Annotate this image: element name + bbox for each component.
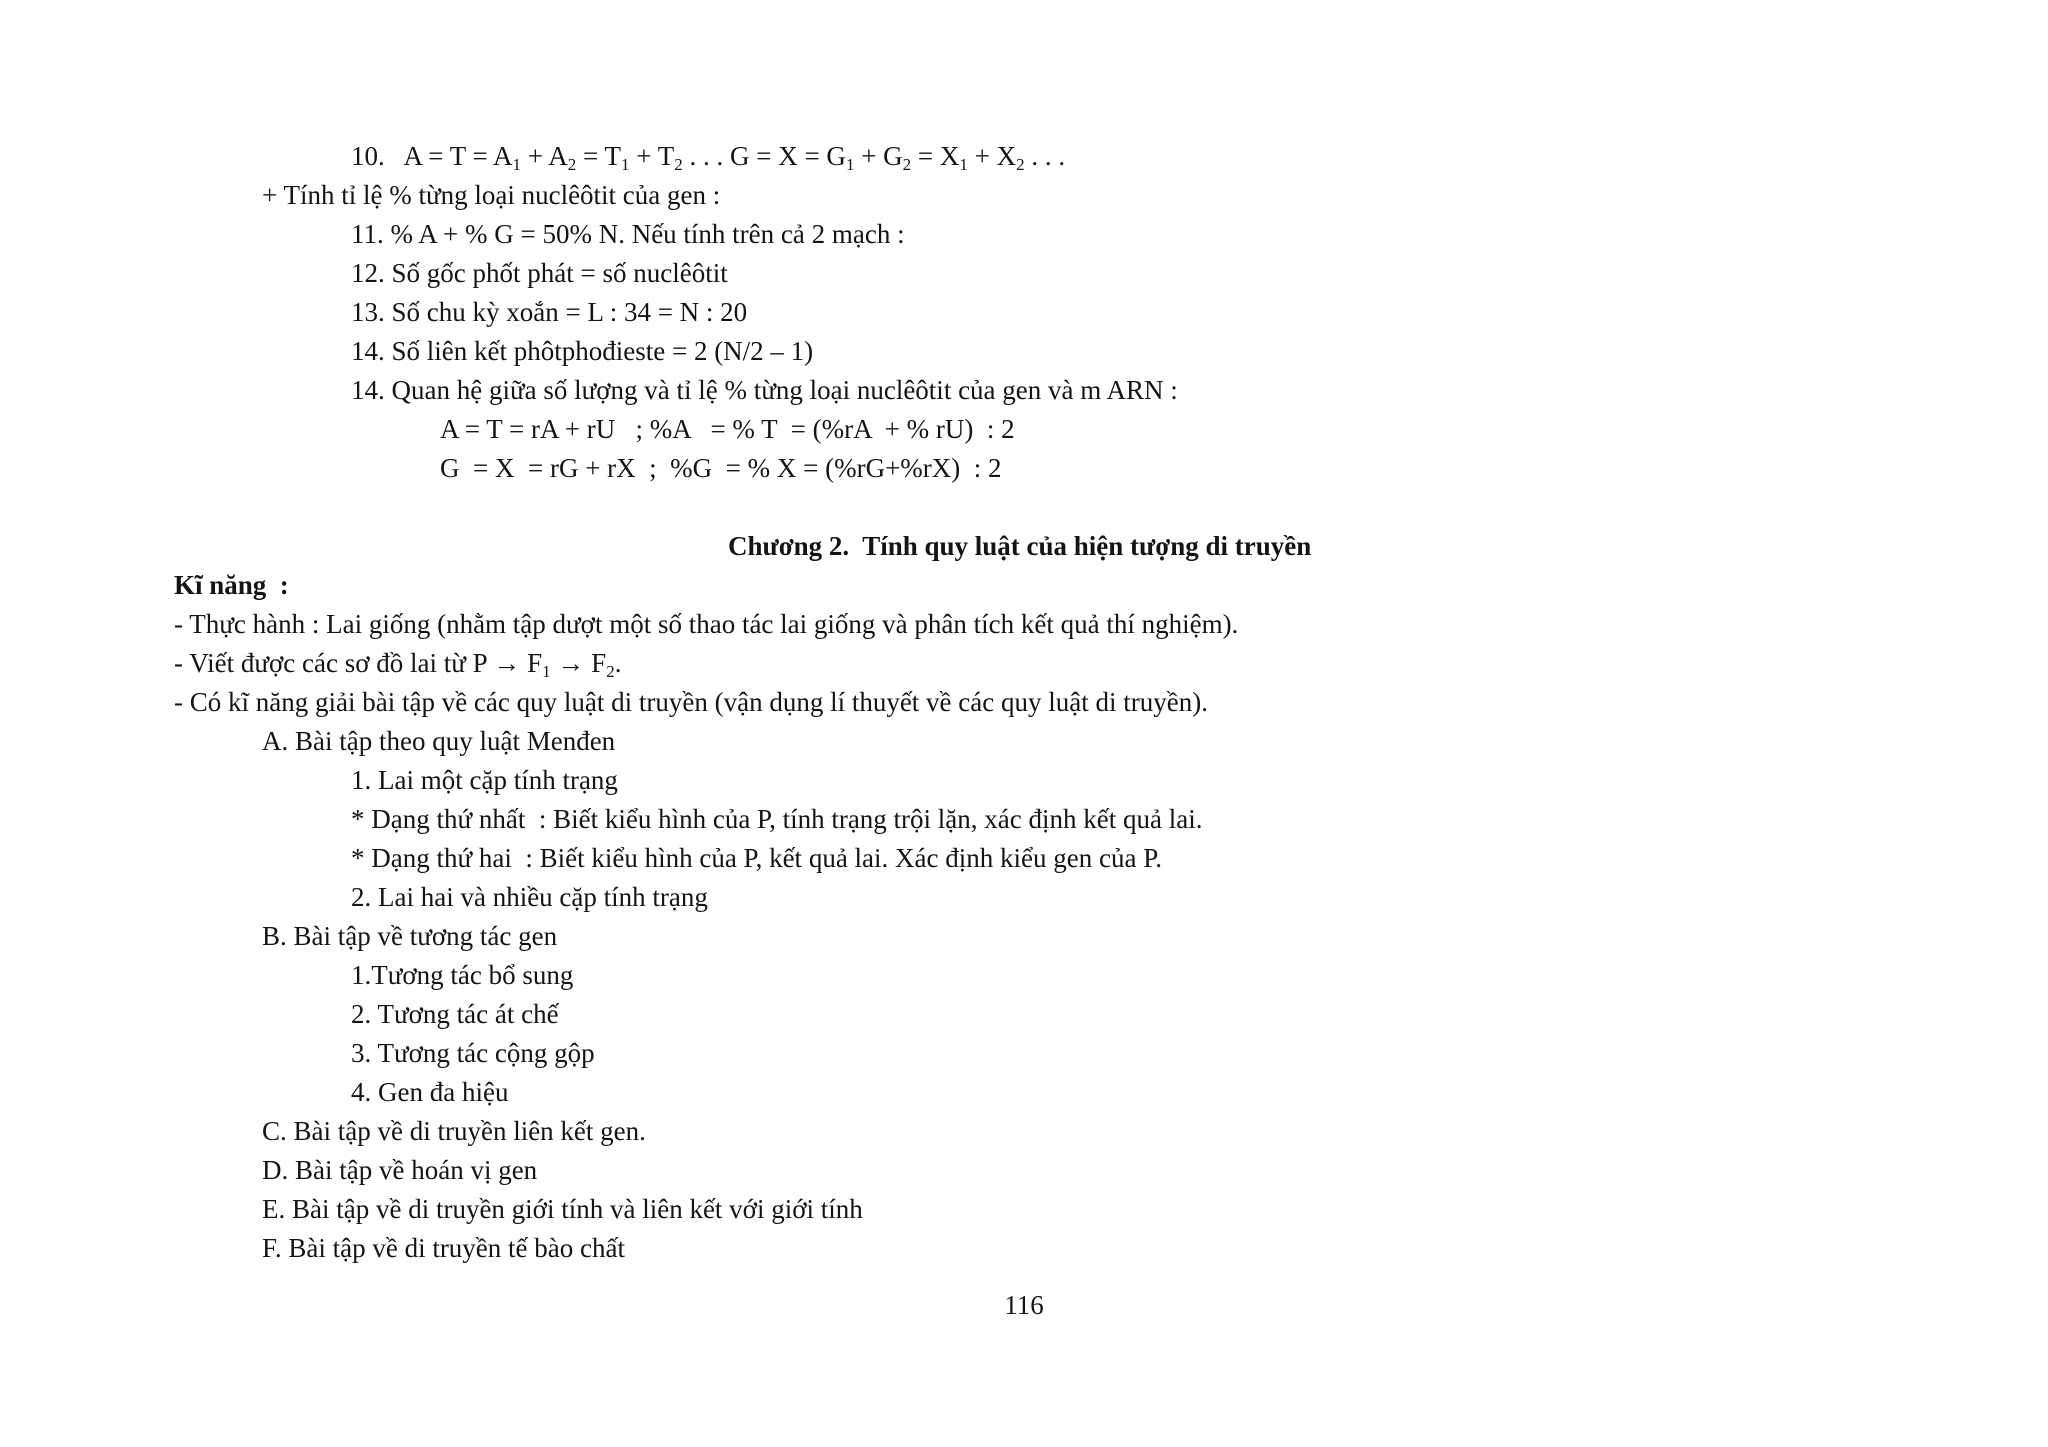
page-number: 116 — [1004, 1290, 1044, 1320]
section-b3: 3. Tương tác cộng gộp — [351, 1038, 595, 1068]
section-b: B. Bài tập về tương tác gen — [262, 921, 558, 951]
formula-line-11: 11. % A + % G = 50% N. Nếu tính trên cả 2 mạch : — [351, 219, 905, 249]
formula-line-10: 10. $A = T = A_1 + A_2 = T_1 + T_2$ . . . $G = X = G_1 + G_2 = X_1 + X_2$ . . . — [351, 141, 1066, 174]
skills-heading: Kĩ năng : — [174, 570, 289, 600]
equation-2: G = X = rG + rX ; %G = % X = (%rG+%rX) : 2 — [440, 453, 1002, 483]
section-a: A. Bài tập theo quy luật Menđen — [262, 726, 616, 756]
section-a1-type1: * Dạng thứ nhất : Biết kiểu hình của P, tính trạng trội lặn, xác định kết quả lai. — [351, 804, 1203, 834]
section-f: F. Bài tập về di truyền tế bào chất — [262, 1233, 625, 1263]
skill-item-cross-diagram: - Viết được các sơ đồ lai từ $P \to F_1 \to F_2$. — [174, 648, 622, 681]
section-b4: 4. Gen đa hiệu — [351, 1077, 509, 1107]
section-a1-type2: * Dạng thứ hai : Biết kiểu hình của P, kết quả lai. Xác định kiểu gen của P. — [351, 843, 1162, 873]
section-b2: 2. Tương tác át chế — [351, 999, 559, 1029]
equation-1: A = T = rA + rU ; %A = % T = (%rA + % rU) : 2 — [440, 414, 1015, 444]
section-a1: 1. Lai một cặp tính trạng — [351, 765, 618, 795]
skill-item-exercises: - Có kĩ năng giải bài tập về các quy luật di truyền (vận dụng lí thuyết về các quy luật di truyền). — [174, 687, 1208, 717]
formula-line-13: 13. Số chu kỳ xoắn = L : 34 = N : 20 — [351, 297, 748, 327]
formula-line-14b: 14. Quan hệ giữa số lượng và tỉ lệ % từng loại nuclêôtit của gen và m ARN : — [351, 375, 1178, 405]
formula-line-14a: 14. Số liên kết phôtphođieste = 2 (N/2 – 1) — [351, 336, 814, 366]
section-e: E. Bài tập về di truyền giới tính và liên kết với giới tính — [262, 1194, 863, 1224]
section-b1: 1.Tương tác bổ sung — [351, 960, 574, 990]
section-d: D. Bài tập về hoán vị gen — [262, 1155, 538, 1185]
ratio-heading: + Tính tỉ lệ % từng loại nuclêôtit của gen : — [262, 180, 721, 210]
formula-line-12: 12. Số gốc phốt phát = số nuclêôtit — [351, 258, 728, 288]
skill-item-practice: - Thực hành : Lai giống (nhằm tập dượt một số thao tác lai giống và phân tích kết quả thí nghiệm). — [174, 609, 1239, 639]
section-a2: 2. Lai hai và nhiều cặp tính trạng — [351, 882, 708, 912]
chapter-title: Chương 2. Tính quy luật của hiện tượng di truyền — [728, 531, 1312, 561]
section-c: C. Bài tập về di truyền liên kết gen. — [262, 1116, 646, 1146]
